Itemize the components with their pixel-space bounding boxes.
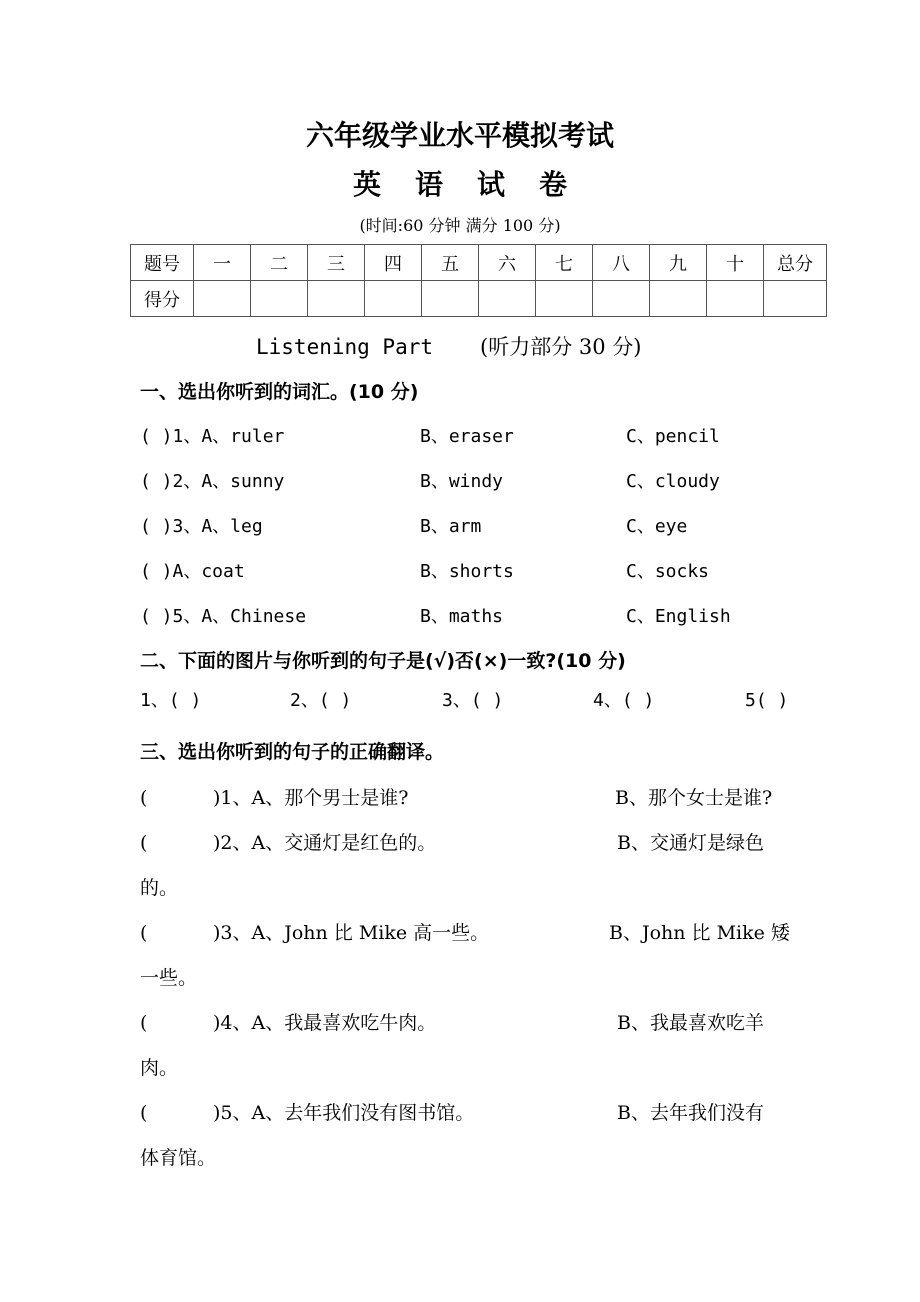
option-c: C、English: [626, 606, 731, 627]
score-cell: [650, 281, 707, 317]
score-cell: [365, 281, 422, 317]
option-a: )2、A、交通灯是红色的。: [213, 832, 437, 854]
answer-paren: (: [140, 787, 148, 809]
table-cell: 总分: [764, 245, 827, 281]
option-a: )5、A、去年我们没有图书馆。: [213, 1102, 475, 1124]
answer-blank: 4、( ): [593, 690, 655, 711]
table-cell: 一: [194, 245, 251, 281]
answer-blank: 3、( ): [442, 690, 504, 711]
option-b: B、windy: [420, 471, 504, 492]
table-row: [131, 281, 827, 317]
answer-blank: 2、( ): [290, 690, 352, 711]
table-cell: 题号: [131, 245, 194, 281]
option-b: B、eraser: [420, 426, 514, 447]
option-b-continued: 的。: [140, 877, 179, 899]
part-note: (听力部分 30 分): [480, 335, 642, 359]
option-a: )1、A、那个男士是谁?: [213, 787, 409, 809]
score-cell: [251, 281, 308, 317]
option-b: B、交通灯是绿色: [617, 832, 764, 854]
question-stem: ( )3、A、leg: [140, 516, 263, 537]
part-title: Listening Part: [256, 335, 434, 359]
table-cell: 得分: [131, 281, 194, 317]
question-stem: ( )2、A、sunny: [140, 471, 285, 492]
question-stem: ( )1、A、ruler: [140, 426, 285, 447]
table-cell: 八: [593, 245, 650, 281]
table-cell: 三: [308, 245, 365, 281]
question-stem: ( )A、coat: [140, 561, 245, 582]
option-b: B、那个女士是谁?: [615, 787, 773, 809]
score-cell: [707, 281, 764, 317]
section1-heading: 一、选出你听到的词汇。(10 分): [140, 381, 419, 403]
option-b: B、John 比 Mike 矮: [609, 922, 790, 944]
section2-heading: 二、下面的图片与你听到的句子是(√)否(×)一致?(10 分): [140, 650, 626, 672]
table-cell: 九: [650, 245, 707, 281]
answer-blank: 5( ): [745, 690, 789, 711]
question-stem: ( )5、A、Chinese: [140, 606, 307, 627]
option-b: B、maths: [420, 606, 504, 627]
option-b: B、去年我们没有: [617, 1102, 764, 1124]
answer-blank: 1、( ): [140, 690, 202, 711]
answer-paren: (: [140, 922, 148, 944]
score-cell: [194, 281, 251, 317]
score-cell: [593, 281, 650, 317]
score-cell: [308, 281, 365, 317]
score-cell: [479, 281, 536, 317]
exam-subtitle: 英语试卷: [352, 168, 601, 201]
score-cell: [764, 281, 827, 317]
score-cell: [536, 281, 593, 317]
option-b: B、arm: [420, 516, 482, 537]
answer-paren: (: [140, 1102, 148, 1124]
option-b: B、shorts: [420, 561, 514, 582]
option-c: C、pencil: [626, 426, 720, 447]
option-b-continued: 肉。: [140, 1057, 179, 1079]
exam-title: 六年级学业水平模拟考试: [305, 119, 614, 152]
option-c: C、eye: [626, 516, 688, 537]
option-b-continued: 体育馆。: [140, 1147, 217, 1169]
option-b-continued: 一些。: [140, 967, 198, 989]
table-cell: 七: [536, 245, 593, 281]
table-row: [131, 245, 827, 281]
section3-heading: 三、选出你听到的句子的正确翻译。: [140, 741, 445, 763]
answer-paren: (: [140, 832, 148, 854]
exam-time-note: (时间:60 分钟 满分 100 分): [359, 216, 561, 235]
option-b: B、我最喜欢吃羊: [617, 1012, 764, 1034]
table-cell: 五: [422, 245, 479, 281]
score-cell: [422, 281, 479, 317]
score-table: [130, 244, 827, 317]
option-c: C、socks: [626, 561, 710, 582]
option-a: )3、A、John 比 Mike 高一些。: [213, 922, 490, 944]
table-cell: 六: [479, 245, 536, 281]
option-a: )4、A、我最喜欢吃牛肉。: [213, 1012, 437, 1034]
option-c: C、cloudy: [626, 471, 720, 492]
answer-paren: (: [140, 1012, 148, 1034]
table-cell: 四: [365, 245, 422, 281]
table-cell: 十: [707, 245, 764, 281]
table-cell: 二: [251, 245, 308, 281]
